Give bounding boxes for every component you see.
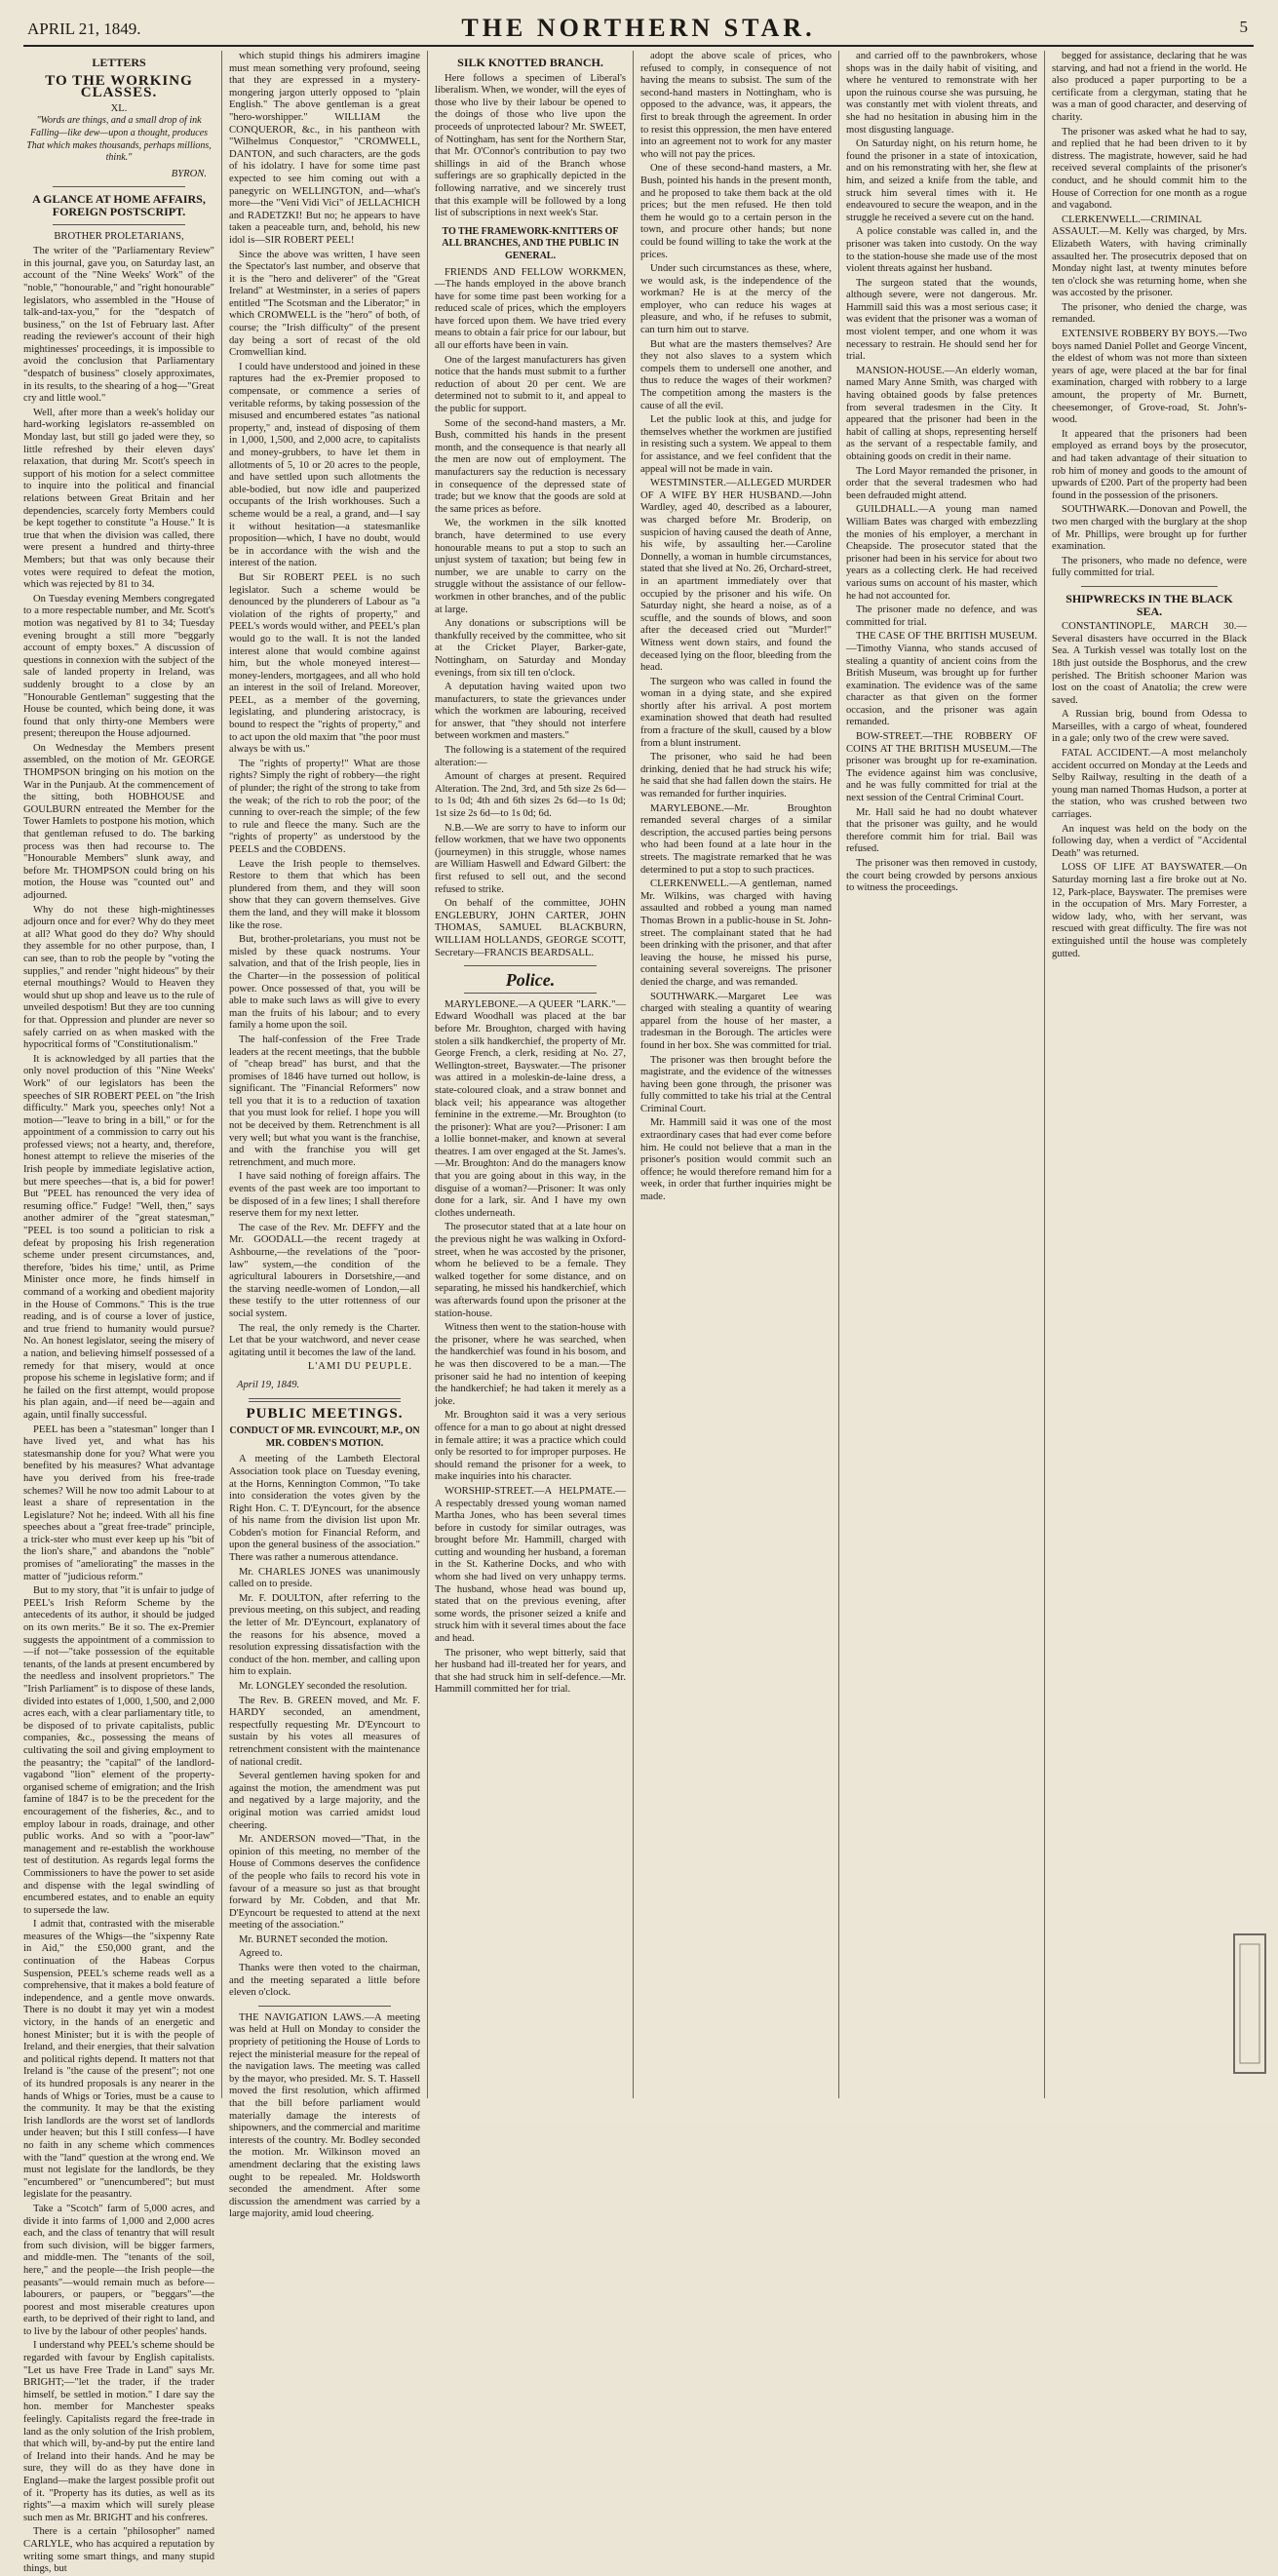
paragraph: But what are the masters themselves? Are they not also slaves to a system which compels them to undersell one another, and thus to reduce the wages of their workmen? The competition among the masters is the cause of all the evil. [640,338,832,411]
issue-date: APRIL 21, 1849. [27,20,141,38]
paragraph: Mr. Broughton said it was a very serious offence for a man to go about at night dressed in female attire; it was a practice which could only be resorted to for improper purposes. He should remand the prisoner for a week, to make inquiries into his character. [435,1410,626,1483]
column-grid [23,51,1254,2575]
paragraph: EXTENSIVE ROBBERY BY BOYS.—Two boys named Daniel Pollet and George Vincent, the eldest of whom was not more than sixteen years of age, were placed at the bar for final examination, charged with robbery to a large amount, the property of Mr. Burnett, cheesemonger, of Grove-road, St. John's-wood. [1052,329,1247,426]
paragraph: One of the largest manufacturers has given notice that the hands must submit to a further reduction of about 20 per cent. We are determined not to submit to it, and appeal to the public for support. [435,354,626,415]
column-2 [229,51,420,2220]
paragraph: It is acknowledged by all parties that the only novel production of this "Nine Weeks' Work" of our legislators has been the speeches of SIR ROBERT PEEL on "the Irish difficulty." Mark you, speeches only! Not a motion—"leave to bring in a bill," or for the appointment of a commission to carry out his professed views; not a hearty, and, therefore, honest attempt to relieve the miseries of the Irish people by immediate legislative action, but mere speeches—that is, a bid for power! But "PEEL has renounced the very idea of resuming office." Fudge! "Well, then," says another admirer of the "great statesman," "PEEL is too sound a politician to risk a defeat by proposing his Irish regeneration scheme under present circumstances, and, therefore, 'bides his time,' until, as Prime Minister once more, he finds himself in command of a working and obedient majority in the House of Commons." This is the true reading, and is of course a lover of justice, and true friend to humanity would pursue? No. An honest legislator, seeing the misery of a nation, and believing himself possessed of a remedy for that misery, would at once propose his scheme in legislative form; and if he failed on the first attempt, would propose his plan again, and—if need be—again and again, until finally successful. [23,1053,214,1421]
paragraph: I understand why PEEL's scheme should be regarded with favour by English capitalists. "Let us have Free Trade in Land" says Mr. BRIGHT;—"let the trader, if the trader himself, be settled in motion." I dare say the hon. member for Manchester speaks feelingly. Capitalists regard the free-trade in land as the only solution of the Irish problem, that which will, by-and-by put the entire land of Ireland into their hands. And he may be sure, they will do as they have done in England—make the largest possible profit out of it. "Property has its duties, as well as its rights"—a maxim which will surely please such men as Mr. BRIGHT and his confreres. [23,2340,214,2523]
epigraph: "Words are things, and a small drop of ink Falling—like dew—upon a thought, produces That which makes thousands, perhaps millions, think." [26,115,212,164]
paragraph: An inquest was held on the body on the following day, when a verdict of "Accidental Death" was returned. [1052,823,1247,859]
paragraph: Mr. LONGLEY seconded the resolution. [239,1681,407,1692]
silk-knotted-heading: SILK KNOTTED BRANCH. [457,56,603,69]
working-classes-heading: TO THE WORKING CLASSES. [45,72,193,101]
conduct-heading: CONDUCT OF MR. EVINCOURT, M.P., ON MR. COBDEN'S MOTION. [229,1425,420,1449]
paragraph: Agreed to. [239,1948,283,1960]
paragraph: Mr. BURNET seconded the motion. [239,1933,388,1945]
paragraph: MARYLEBONE.—A QUEER "LARK."—Edward Woodhall was placed at the bar before Mr. Broughton, charged with having stolen a silk handkerchief, the property of Mr. George French, a clerk, residing at No. 27, Wellington-street, Bayswater.—The prisoner was attired in a moleskin-de-laine dress, a state-coloured cloak, and a straw bonnet and black veil; his appearance was altogether feminine in the extreme.—Mr. Broughton (to the prisoner): What are you?—Prisoner: I am a lollie bonnet-maker, and known at several theatres. I am over engaged at the St. James's.—Mr. Broughton: And do the managers know that you are going about in this way, in the disguise of a woman?—Prisoner: It was only done for a lark, sir. And I have my own clothes underneath. [435,998,626,1219]
paragraph: But Sir ROBERT PEEL is no such legislator. Such a scheme would be denounced by the plunderers of Labour as "a violation of the rights of property," and PEEL's words would wither, and PEEL's plan would go to the wall. It is not the landed interest alone that would combine against him, but the whole moneyed interest—money-lenders, mortgagees, and all who hold an interest in the soil of Ireland. Moreover, PEEL, as a member of the governing, legislating, and plundering aristocracy, is bound to respect the "rights of property," and to act upon the old maxim that "the poor must always be with us." [229,571,420,756]
paragraph: We, the workmen in the silk knotted branch, have determined to use every honourable means to put a stop to such an unjust system of taxation; but being few in number, we are unable to carry on the struggle without the assistance of our fellow-workmen in other branches, and of the public at large. [435,518,626,615]
column-rule [1044,51,1045,2098]
paragraph: I admit that, contrasted with the miserable measures of the Whigs—the "sixpenny Rate in Aid," the £50,000 grant, and the continuation of the Habeas Corpus Suspension, PEEL's scheme reads well as a comprehensive, that it makes a bold feature of independence, and a gentle move onwards. There is no doubt it may yet win a modest victory, in the hands of an energetic and honest Minister; but it is with the people of Ireland, and their energies, that their salvation and political rights depend. It matters not that Ireland is "the cause of the present"; not one of its hundred proposals is any nearer in the hands of Whigs or Tories, must be a cause to the community. It may be that the existing Irish landlords are the worst set of landlords under heaven; but this I still confess—I have no faith in any scheme which commences with the "land" question at the wrong end. We must not legislate for the landlords, be they "encumbered" or "unencumbered"; but must legislate for the peasantry. [23,1919,214,2201]
column-1 [23,51,214,2575]
paragraph: begged for assistance, declaring that he was starving, and had not a friend in the world. He also produced a paper purporting to be a certificate from a clergyman, stating that he was a man of good character, and deserving of charity. [1052,51,1247,123]
salutation: BROTHER PROLETARIANS, [54,230,184,242]
paragraph: The prisoner made no defence, and was committed for trial. [846,605,1037,628]
paragraph: The half-confession of the Free Trade leaders at the recent meetings, that the bubble of "cheap bread" has burst, and that the promises of 1846 have turned out hollow, is significant. The "Financial Reformers" now tell you that it is to a reduction of taxation that you must look for relief. I hope you will not be deceived by them. Retrenchment is all very well; but what you want is the franchise, and with the franchise you will get retrenchment, and much more. [229,1034,420,1168]
letter-numeral: XL. [110,102,128,114]
shipwrecks-heading: SHIPWRECKS IN THE BLACK SEA. [1065,591,1233,618]
column-rule [221,51,222,2098]
paragraph: The prisoner was then brought before the magistrate, and the evidence of the witnesses having been gone through, the prisoner was fully committed to take his trial at the Central Criminal Court. [640,1054,832,1114]
paragraph: N.B.—We are sorry to have to inform our fellow workmen, that we have two opponents (journeymen) in this struggle, whose names are William Haswell and Edward Gilbert: the first refused to sell out, and the second refused to strike. [435,822,626,895]
epigraph-author: BYRON. [171,168,207,179]
paragraph: The real, the only remedy is the Charter. Let that be your watchword, and never cease agitating until it becomes the law of the land. [229,1322,420,1358]
paragraph: Mr. F. DOULTON, after referring to the previous meeting, on this subject, and reading the letter of Mr. D'Eyncourt, explanatory of the reasons for his absence, moved a resolution expressing dissatisfaction with the conduct of the hon. member, and calling upon him to explain. [229,1592,420,1678]
paragraph: WORSHIP-STREET.—A HELPMATE.—A respectably dressed young woman named Martha Jones, who has been several times before in custody for similar outrages, was brought before Mr. Hammill, charged with cutting and wounding her husband, a foreman in the St. Katherine Docks, and who with whom she had lived on very unhappy terms. The husband, whose head was bound up, stated that on the previous evening, after some words, the prisoner seized a knife and struck him with it several times about the face and head. [435,1485,626,1645]
paragraph: The following is a statement of the required alteration:— [435,745,626,768]
divider [258,2006,391,2007]
price-table: Amount of charges at present. Required Alteration. The 2nd, 3rd, and 5th size 2s 6d—to 1s 0d; 4th and 6th sizes 2s 6d—to 1s 0d; 1st size 2s 6d—to 1s 0d; 6d. [435,771,626,820]
paragraph: Mr. Hall said he had no doubt whatever that the prisoner was guilty, and he would therefore commit him for trial. Bail was refused. [846,806,1037,855]
paragraph: LOSS OF LIFE AT BAYSWATER.—On Saturday morning last a fire broke out at No. 12, Park-place, Bayswater. The premises were in the occupation of Mrs. Mary Forrester, a widow lady, who, with her servant, was rescued with great difficulty. The fire was not extinguished until the house was completely gutted. [1052,862,1247,959]
paragraph: BOW-STREET.—THE ROBBERY OF COINS AT THE BRITISH MUSEUM.—The prisoner was brought up for re-examination. The evidence against him was conclusive, and he was fully committed for trial at the next session of the Central Criminal Court. [846,731,1037,804]
paragraph: Leave the Irish people to themselves. Restore to them that which has been plundered from them, and they will soon show that they can govern themselves. Give them the land, and they will make it blossom like the rose. [229,858,420,931]
divider [464,993,597,994]
paragraph: Let the public look at this, and judge for themselves whether the workmen are justified in resisting such a system. We appeal to them for assistance, and we feel confident that the appeal will not be made in vain. [640,414,832,475]
paragraph: Some of the second-hand masters, a Mr. Bush, committed his hands in the present month, and the consequence is that nearly all the men are now out of employment. The manufacturers say the reduction is necessary in consequence of the depressed state of trade; but we know that the goods are sold at the same prices as before. [435,417,626,515]
divider [464,965,597,966]
paragraph: Mr. CHARLES JONES was unanimously called on to preside. [229,1566,420,1590]
paragraph: Since the above was written, I have seen the Spectator's last number, and observe that it is the "hero and deliverer" of the "Great Ireland" at Westminster, in a series of papers entitled "The Scotsman and the Liberator;" in which CROMWELL is the "hero" of both, of course; the "Irish difficulty" of the present day being a sort of recast of the old Cromwellian kind. [229,249,420,359]
paragraph: MANSION-HOUSE.—An elderly woman, named Mary Anne Smith, was charged with having obtained goods by false pretences from several tradesmen in the City. It appeared that the prisoner had been in the habit of calling at shops, representing herself as the servant of a respectable family, and obtaining goods on credit in their name. [846,365,1037,462]
divider [1081,586,1218,587]
library-stamp-icon [1230,1931,1269,2077]
column-rule [838,51,839,2098]
paragraph: The Rev. B. GREEN moved, and Mr. F. HARDY seconded, an amendment, respectfully requesting Mr. D'Eyncourt to sustain by his votes all measures of retrenchment consistent with the maintenance of national credit. [229,1695,420,1768]
paragraph: There is a certain "philosopher" named CARLYLE, who has acquired a reputation by writing some smart things, and many stupid things, but [23,2526,214,2575]
paragraph: Well, after more than a week's holiday our hard-working legislators re-assembled on Monday last, but still go jaded were they, so little refreshed by their eleven days' relaxation, that during Mr. Scott's speech in support of his motion for a select committee to inquire into the political and financial relations between Great Britain and her dependencies, scarcely forty Members could be kept together to constitute "a House." It is true that when the division was called, there were present a hundred and thirty-three Members; but that was only because their votes were required to defeat the motion, which was rejected by 81 to 34. [23,407,214,591]
paragraph: But to my story, that "it is unfair to judge of PEEL's Irish Reform Scheme by the antecedents of its author, it should be judged on its own merits." Be it so. The ex-Premier suggests the appointment of a commission to—if not—"take possession of the equitable tenants, of the lands at present encumbered by the needless and insolvent proprietors." The "Irish Parliament" is to dispose of these lands, divided into estates of 1,000, 1,500, and 2,000 acres each, with a clear parliamentary title, to be disposed of to private capitalists, public companies, &c., possessing the means of cultivating the soil and giving employment to the peasantry; the "capital" of the landlord-vagabond "lion" element of the property-organised scheme of emigration; and the Irish famine of 1847 is to be the precedent for the encouragement of the fisheries, &c., and to employ labour in roads, drainage, and other public works. And so with a "poor-law" management and re-establish the workhouse test of destitution. As regards legal forms the Commissioners to have the power to set aside and dispense with the legal swindling of encumbered estates, and to enable an equity to supersede the law. [23,1585,214,1916]
column-3 [435,51,626,2108]
police-heading: Police. [505,970,556,991]
paragraph: Mr. Hammill said it was one of the most extraordinary cases that had ever come before him. He could not believe that a man in the prisoner's position would commit such an offence; he would therefore remand him for a week, in order that further inquiries might be made. [640,1117,832,1203]
paragraph: The Lord Mayor remanded the prisoner, in order that the several tradesmen who had been defrauded might attend. [846,465,1037,501]
column-5 [846,51,1037,2108]
paragraph: SOUTHWARK.—Margaret Lee was charged with stealing a quantity of wearing apparel from the house of her master, a tradesman in the Borough. The articles were found in her box. She was committed for trial. [640,991,832,1051]
paragraph: I have said nothing of foreign affairs. The events of the past week are too important to be disposed of in a few lines; I shall therefore reserve them for my next letter. [229,1171,420,1220]
paragraph: A deputation having waited upon two manufacturers, to state the grievances under which the workmen are labouring, received for answer, that "they should not interfere between workmen and masters." [435,682,626,742]
paragraph: The prosecutor stated that at a late hour on the previous night he was walking in Oxford-street, when he was accosted by the prisoner, whom he believed to be a female. They walked together for some distance, and on separating, he missed his handkerchief, which was afterwards found upon the prisoner at the station-house. [435,1222,626,1319]
paragraph: One of these second-hand masters, a Mr. Bush, pointed his hands in the present month, and he proposed to take them back at the old prices; but the men refused. He then told them he would go to a certain person in the town, and procure other hands; but none could be found willing to take the work at the prices. [640,163,832,260]
paragraph: adopt the above scale of prices, who refused to comply, in consequence of not having the means to subsist. The sum of the second-hand masters in Nottingham, who is opposed to the advance, was, it appears, the first to break through the agreement. In order to resist this oppression, the men have entered into an agreement not to work for any master who will not pay the prices. [640,51,832,160]
paragraph: Why do not these high-mightinesses adjourn once and for ever? Why do they meet at all? What good do they do? Why should they assemble for no other purpose, than, I can see, than to rob the people by "voting the supplies," and render "night hideous" by their eternal mouthings? Would to Heaven they would shut up shop and leave us to the rule of unveiled despotism! But they are too cunning for that. Oppression and plunder are never so safely carried on as when masked with the hypocritical forms of "Constitutionalism." [23,904,214,1051]
paragraph: The prisoners, who made no defence, were fully committed for trial. [1052,555,1247,579]
paragraph: FRIENDS AND FELLOW WORKMEN,—The hands employed in the above branch have for some time past been working for a reduced scale of prices, which the employers have forced upon them. We have tried every means to obtain a fair price for our labour, but all our efforts have been in vain. [435,266,626,352]
paragraph: Several gentlemen having spoken for and against the motion, the amendment was put and negatived by a large majority, and the original motion was carried amidst loud cheering. [229,1771,420,1831]
signature: L'AMI DU PEUPLE. [307,1361,412,1373]
paragraph: CLERKENWELL.—A gentleman, named Mr. Wilkins, was charged with having assaulted and robbed a young man named Thomas Brown in a public-house in St. John-street. The complainant stated that he had been drinking with the prisoner, and that after leaving the house, he missed his purse, containing several sovereigns. The prisoner denied the charge, and was remanded. [640,878,832,988]
paragraph: FATAL ACCIDENT.—A most melancholy accident occurred on Monday at the Leeds and Selby Railway, resulting in the death of a young man named Thomas Hudson, a porter at the station, who was crushed between two carriages. [1052,748,1247,821]
divider [53,224,185,225]
paragraph: The prisoner, who wept bitterly, said that her husband had ill-treated her for years, and that she had struck him in self-defence.—Mr. Hammill committed her for trial. [435,1647,626,1696]
paragraph: THE NAVIGATION LAWS.—A meeting was held at Hull on Monday to consider the propriety of petitioning the House of Lords to reject the ministerial measure for the repeal of the navigation laws. The meeting was called by the mayor, who presided. Mr. S. T. Hassell moved the first resolution, which affirmed that the bill before parliament would materially damage the interests of shipowners, and the commercial and maritime interests of the country. Mr. Bodley seconded the motion. Mr. Wilkinson moved an amendment declaring that the existing laws ought to be repealed. Mr. Holdsworth seconded the amendment. After some discussion the amendment was carried by a large majority, amid loud cheering. [229,2011,420,2220]
paragraph: Witness then went to the station-house with the prisoner, where he was searched, when the handkerchief was found in his bosom, and he was then discovered to be a man.—The prisoner said he had no intention of keeping the handkerchief; he had taken it merely as a joke. [435,1322,626,1407]
paragraph: Here follows a specimen of Liberal's liberalism. When, we wonder, will the eyes of those who live by their labour be opened to the doings of those who live upon the proceeds of unprotected labour? Mr. SWEET, of Nottingham, has sent for the Northern Star, that Mr. O'Connor's contribution to pay two shillings in aid of the Branch whose sufferings are so graphically depicted in the following narrative, and we sincerely trust that this example will be followed by a long list of subscriptions in next week's Star. [435,72,626,219]
masthead [23,10,1254,47]
paragraph: Under such circumstances as these, where, we would ask, is the independence of the workman? He is at the mercy of the employer, who can reduce his wages at pleasure, and who, if he refuses to submit, can turn him out to starve. [640,263,832,336]
paragraph: A Russian brig, bound from Odessa to Marseilles, with a cargo of wheat, foundered in a gale; only two of the crew were saved. [1052,709,1247,745]
paragraph: But, brother-proletarians, you must not be misled by these quack nostrums. Your salvation, and that of the Irish people, lies in the Charter—in the possession of political power. Once possessed of that, you will be able to make such laws as will give to every man the fruits of his labour; and to every family a home upon the soil. [229,934,420,1032]
framework-knitters-heading: TO THE FRAMEWORK-KNITTERS OF ALL BRANCHES, AND THE PUBLIC IN GENERAL. [442,225,619,261]
paragraph: The prisoner, who denied the charge, was remanded. [1052,301,1247,326]
column-4 [640,51,832,2108]
section-heading: A GLANCE AT HOME AFFAIRS, FOREIGN POSTSCRIPT. [32,192,206,218]
paragraph: The prisoner was asked what he had to say, and replied that he had been driven to it by distress. The magistrate, however, said he had received several complaints of the prisoner's conduct, and he should commit him to the House of Correction for one month as a rogue and vagabond. [1052,126,1247,212]
paragraph: A meeting of the Lambeth Electoral Association took place on Tuesday evening, at the Horns, Kennington Common, "To take into consideration the votes given by the Right Hon. C. T. D'Eyncourt, for the absence of his name from the division list upon Mr. Cobden's motion for Financial Reform, and upon the general business of the association." There was rather a numerous attendance. [229,1454,420,1564]
paragraph: PEEL has been a "statesman" longer than I have lived yet, and what has his statesmanship done for you? What were you benefited by his measures? What advantage have you derived from his free-trade schemes? Will he now too admit Labour to at least a share of representation in the Legislature? Not he; indeed. With all his fine speeches about a "great free-trade" principle, a trick-ster who must ever keep up his "bit of the lion's share," and abandons the "noble" promises of "ameliorating" the masses in the matter of "judicious reform." [23,1424,214,1582]
paragraph: The surgeon stated that the wounds, although severe, were not dangerous. Mr. Hammill said this was a most serious case; it was evident that the prisoner was a woman of most violent temper, and one whom it was necessary to restrain. He should send her for trial. [846,277,1037,363]
column-rule [427,51,428,2098]
paragraph: The "rights of property!" What are those rights? Simply the right of robbery—the right of plunder; the right of the strong to take from the weak; of the rich to rob the poor; of the cunning to over-reach the simple; of the few to rule and fleece the many. Such are the "rights of property" as understood by the PEELS and the COBDENS. [229,758,420,855]
paragraph: WESTMINSTER.—ALLEGED MURDER OF A WIFE BY HER HUSBAND.—John Wardley, aged 40, described as a labourer, was charged before Mr. Broderip, on suspicion of having caused the death of Anne, his wife, by assaulting her.—Caroline Donnelly, a woman in humble circumstances, stated that she lived at No. 26, Orchard-street, in an apartment immediately over that occupied by the prisoner and his wife. On Saturday night, she heard a noise, as of a scuffle, and the sounds of blows, and soon after the deceased cried out "Murder!" Witness went down stairs, and found the deceased lying on the floor, bleeding from the head. [640,478,832,674]
paragraph: Any donations or subscriptions will be thankfully received by the committee, who sit at the Cricket Player, Barker-gate, Nottingham, on Saturday and Monday evenings, from six till ten o'clock. [435,618,626,679]
paragraph: I could have understood and joined in these raptures had the ex-Premier proposed to compensate, or commence a series of veritable reforms, by taking possession of the misused and encumbered estates "as national property," and, instead of disposing of them in 1,000, 1,500, and 2,000 acre, to capitalists and money-grubbers, to have let them in allotments of 5, 10 or 20 acres to the people, and have settled upon such allotments the able-bodied, but now idle and pauperized occupants of the Irish workhouses. Such a scheme would be a real, a grand, and—I say it without hesitation—a statesmanlike proposition—which, I have no doubt, would be in accordance with the wish and the interest of the nation. [229,361,420,569]
paragraph: The writer of the "Parliamentary Review" in this journal, gave you, on Saturday last, an account of the "Nine Weeks' Work" of the "noble," "honourable," and "right honourable" legislators, who assembled in the "House of talk-and-tax-you," for the "despatch of business," on the 1st of February last. After reading the reviewer's account of their high mightinesses' proceedings, it is impossible to avoid the conclusion that Parliamentary "despatch of business" closely approximates, in its results, to the shearing of a hog—"Great cry and little wool." [23,246,214,405]
paragraph: CLERKENWELL.—CRIMINAL ASSAULT.—M. Kelly was charged, by Mrs. Elizabeth Waters, with having criminally assaulted her. The prosecutrix deposed that on Monday night last, at twenty minutes before ten o'clock she was returning home, when she was accosted by the prisoner. [1052,214,1247,299]
column-rule [633,51,634,2098]
paragraph: CONSTANTINOPLE, MARCH 30.—Several disasters have occurred in the Black Sea. A Turkish vessel was totally lost on the 18th just outside the Bosphorus, and the crew perished. The British schooner Marion was lost on the coast of Anatolia; the crew were saved. [1052,621,1247,706]
paragraph: The case of the Rev. Mr. DEFFY and the Mr. GOODALL—the recent tragedy at Ashbourne,—the revelations of the "poor-law" system,—the condition of the agricultural labourers in Dorsetshire,—and the starving needle-women of London,—all these testify to the utter rottenness of our social system. [229,1222,420,1319]
double-divider [249,1398,401,1402]
paragraph: The prisoner, who said he had been drinking, denied that he had struck his wife; he said that she had fallen down the stairs. He was remanded for further inquiries. [640,752,832,800]
paragraph: On Tuesday evening Members congregated to a more respectable number, and Mr. Scott's motion was negatived by 81 to 34; Tuesday evening brought a still more "beggarly account of empty boxes." A discussion of questions in connexion with the subject of the sale of landed property in Ireland, was suddenly brought to a close by an "Honourable Gentleman" suggesting that the House be counted, which being done, it was found that only thirty-one Members were present; thereupon the House adjourned. [23,593,214,740]
paragraph: A police constable was called in, and the prisoner was taken into custody. On the way to the station-house she made use of the most violent threats against her husband. [846,226,1037,275]
paragraph: SOUTHWARK.—Donovan and Powell, the two men charged with the burglary at the shop of Mr. Phillips, were brought up for further examination. [1052,504,1247,553]
paragraph: MARYLEBONE.—Mr. Broughton remanded several charges of a similar description, the accused parties being persons who had been found at a late hour in the streets. The magistrate remarked that he was determined to put a stop to such practices. [640,802,832,876]
paragraph: The prisoner was then removed in custody, the court being crowded by persons anxious to witness the proceedings. [846,858,1037,894]
paragraph: THE CASE OF THE BRITISH MUSEUM.—Timothy Vianna, who stands accused of stealing a quantity of ancient coins from the British Museum, was brought up for further examination. The evidence was of the same character as that given on the former occasion, and the prisoner was again remanded. [846,631,1037,728]
paragraph: which stupid things his admirers imagine must mean something very profound, seeing that they are expressed in a mystery-mongering jargon utterly opposed to "plain English." The above gentleman is a great "hero-worshipper." WILLIAM the CONQUEROR, &c., in his pantheon with "Wilhelmus Conquestor," "CROMWELL, DANTON, and such characters, are the gods of his idolatry. I have for some time past expected to see him coming out with a panegyric on WELLINGTON, and—what's more—the "Veni Vidi Vici" of JELLACHICH and RADETZKI! But no; he appears to have taken a peaceable turn, and, behold, his new idol is—SIR ROBERT PEEL! [229,51,420,246]
divider [53,186,185,187]
paragraph: GUILDHALL.—A young man named William Bates was charged with embezzling the monies of his employer, a merchant in Cheapside. The prosecutor stated that the prisoner had been in his service for about two years as a collecting clerk. He had received various sums on account of his master, which he had not accounted for. [846,504,1037,602]
paragraph: Take a "Scotch" farm of 5,000 acres, and divide it into farms of 1,000 and 2,000 acres each, and the class of tenantry that will result from such division, will be bigger farmers, and middle-men. The "tenants of the soil, here," and the people—the Irish people—the peasants"—would remain much as before—labourers, or paupers, or "beggars"—the poorest and most miserable creatures upon earth, to be deprived of their right to land, and to live by the labour of other peoples' hands. [23,2203,214,2337]
paragraph: Mr. ANDERSON moved—"That, in the opinion of this meeting, no member of the House of Commons deserves the confidence of the people who fails to record his vote in favour of a measure so just as that brought forward by Mr. Cobden, and that Mr. D'Eyncourt be requested to attend at the next meeting of the association." [229,1834,420,1932]
newspaper-title: THE NORTHERN STAR. [461,14,816,42]
paragraph: It appeared that the prisoners had been employed as errand boys by the prosecutor, and had taken advantage of their situation to rob him of money and goods to the amount of upwards of £200. Part of the property had been found in the possession of the prisoners. [1052,428,1247,501]
paragraph: On Saturday night, on his return home, he found the prisoner in a state of intoxication, and on his remonstrating with her, she flew at him, and seized a knife from the table, and struck him several times with it. He endeavoured to secure the weapon, and in the struggle he received a severe cut on the hand. [846,138,1037,223]
paragraph: and carried off to the pawnbrokers, whose shops was in the daily habit of visiting, and where he ventured to remonstrate with her upon the ruinous course she was pursuing, he was constantly met with violent threats, and she had no hesitation in abusing him in the most disgusting language. [846,51,1037,136]
letter-date: April 19, 1849. [237,1379,300,1390]
paragraph: Thanks were then voted to the chairman, and the meeting separated a little before eleven o'clock. [229,1963,420,1999]
letters-heading: LETTERS [92,56,146,69]
paragraph: On Wednesday the Members present assembled, on the motion of Mr. GEORGE THOMPSON bringing on his motion on the War in the Punjaub. At the commencement of the sitting, both HOBHOUSE and GOULBURN entreated the Member for the Tower Hamlets to postpone his motion, which that gentleman refused to do. The barking process was then had recourse to. The "Honourable Members" slunk away, and before Mr. THOMPSON could bring on his motion, the House was "counted out" and adjourned. [23,742,214,901]
page-number: 5 [1239,18,1248,36]
committee-signatures: On behalf of the committee, JOHN ENGLEBURY, JOHN CARTER, JOHN THOMAS, SAMUEL BLACKBURN, WILLIAM HOLLANDS, GEORGE SCOTT, Secretary—FRANCIS BEARDSALL. [435,898,626,958]
paragraph: The surgeon who was called in found the woman in a dying state, and she expired shortly after his arrival. A post mortem examination showed that death had resulted from a fracture of the skull, caused by a blow from a blunt instrument. [640,676,832,749]
column-6 [1052,51,1247,2108]
public-meetings-heading: PUBLIC MEETINGS. [246,1405,404,1422]
